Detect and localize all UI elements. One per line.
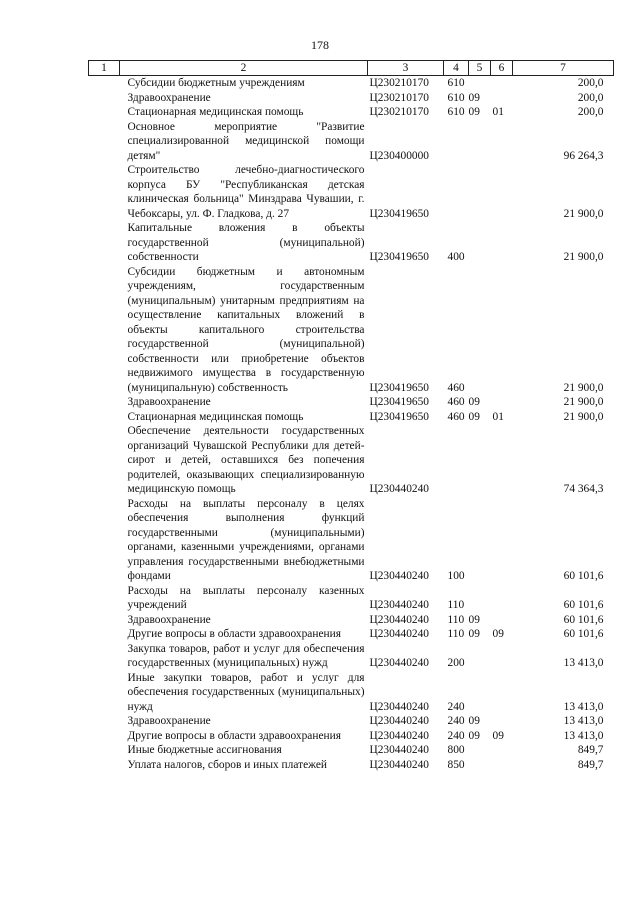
row-expense-type-cell: 240	[447, 729, 465, 742]
row-subsection-cell	[491, 642, 513, 671]
row-code-cell: Ц230419650	[369, 207, 429, 220]
row-name-cell: Стационарная медицинская помощь	[127, 410, 304, 423]
row-section-cell	[469, 497, 491, 584]
row-index-cell	[89, 76, 120, 91]
table-row	[89, 424, 614, 497]
row-name-cell: Здравоохранение	[127, 91, 211, 104]
row-name-cell: Стационарная медицинская помощь	[127, 106, 304, 118]
row-section-cell	[469, 584, 491, 613]
row-code-cell: Ц230400000	[369, 149, 429, 162]
row-index-cell	[89, 714, 120, 729]
row-index-cell	[89, 642, 120, 671]
row-name-cell: Уплата налогов, сборов и иных платежей	[127, 758, 327, 771]
row-index-cell	[89, 163, 120, 221]
row-index-cell	[89, 743, 120, 758]
row-expense-type-cell	[444, 163, 469, 221]
row-index-cell	[89, 265, 120, 396]
row-index-cell	[89, 424, 120, 497]
row-subsection-cell	[491, 584, 513, 613]
table-row	[89, 91, 614, 106]
table-row	[89, 613, 614, 628]
row-name-cell: Иные закупки товаров, работ и услуг для обеспечения государственных (муниципальных) нужд	[127, 671, 365, 713]
row-code-cell: Ц230440240	[369, 744, 429, 756]
row-expense-type-cell: 100	[447, 570, 465, 582]
row-subsection-cell	[491, 76, 513, 91]
row-amount-cell: 21 900,0	[563, 381, 604, 394]
row-index-cell	[89, 105, 120, 120]
row-code-cell: Ц230440240	[369, 570, 429, 582]
row-expense-type-cell: 240	[447, 700, 465, 713]
column-header: 5	[469, 61, 491, 76]
row-index-cell	[89, 91, 120, 106]
row-code-cell: Ц230440240	[369, 758, 429, 771]
row-amount-cell: 60 101,6	[563, 599, 604, 611]
row-subsection-cell	[491, 120, 513, 164]
row-amount-cell: 13 413,0	[563, 657, 604, 669]
row-name-cell: Другие вопросы в области здравоохранения	[127, 729, 341, 742]
row-expense-type-cell: 800	[447, 744, 465, 756]
row-code-cell: Ц230440240	[369, 715, 429, 727]
row-subsection-cell: 09	[492, 729, 504, 742]
row-index-cell	[89, 627, 120, 642]
row-amount-cell: 21 900,0	[563, 410, 604, 423]
row-name-cell: Расходы на выплаты персоналу в целях обеспечения выполнения функций государственными (муниципальными) органами, казенными учреждениями, органами управления государственными внебюджетными фондами	[127, 497, 365, 582]
row-index-cell	[89, 729, 120, 744]
row-section-cell	[469, 120, 491, 164]
row-subsection-cell	[491, 265, 513, 396]
table-row	[89, 105, 614, 120]
column-header: 3	[368, 61, 444, 76]
table-row	[89, 627, 614, 642]
budget-table	[88, 60, 614, 772]
row-section-cell: 09	[468, 91, 480, 104]
row-subsection-cell	[491, 424, 513, 497]
row-name-cell: Капитальные вложения в объекты государственной (муниципальной) собственности	[127, 222, 365, 263]
table-row	[89, 743, 614, 758]
row-subsection-cell: 01	[492, 106, 504, 118]
row-expense-type-cell: 110	[447, 599, 465, 611]
row-expense-type-cell: 850	[447, 758, 465, 771]
row-expense-type-cell: 610	[447, 106, 465, 118]
row-expense-type-cell: 400	[447, 251, 465, 263]
table-row	[89, 410, 614, 425]
row-code-cell: Ц230210170	[369, 91, 429, 104]
row-amount-cell: 74 364,3	[563, 483, 604, 495]
table-row	[89, 714, 614, 729]
row-code-cell: Ц230440240	[369, 700, 429, 713]
row-expense-type-cell: 110	[447, 628, 465, 640]
row-index-cell	[89, 410, 120, 425]
row-section-cell	[469, 758, 491, 773]
row-name-cell: Обеспечение деятельности государственных организаций Чувашской Республики для детей-сирот и детей, оставшихся без попечения родителей, оказывающих специализированную медицинскую помощь	[127, 425, 365, 495]
row-amount-cell: 200,0	[577, 91, 604, 104]
row-index-cell	[89, 758, 120, 773]
row-name-cell: Субсидии бюджетным и автономным учреждениям, государственным (муниципальным) унитарным предприятиям на осуществление капитальных вложений в объекты капитального строительства государственной (муниципальной) собственности или приобретение объектов недвижимого имущества в государственную (муниципальную) собственность	[127, 265, 365, 394]
table-row	[89, 76, 614, 91]
table-row	[89, 729, 614, 744]
row-index-cell	[89, 584, 120, 613]
row-expense-type-cell	[444, 120, 469, 164]
row-subsection-cell	[491, 497, 513, 584]
row-name-cell: Субсидии бюджетным учреждениям	[127, 77, 305, 89]
table-header-row	[89, 61, 614, 76]
row-amount-cell: 13 413,0	[563, 700, 604, 713]
row-expense-type-cell: 460	[447, 381, 465, 394]
row-section-cell: 09	[468, 613, 480, 626]
row-index-cell	[89, 221, 120, 265]
row-code-cell: Ц230419650	[369, 410, 429, 423]
row-subsection-cell	[491, 671, 513, 715]
row-section-cell: 09	[468, 410, 480, 423]
row-section-cell	[469, 163, 491, 221]
row-name-cell: Здравоохранение	[127, 613, 211, 626]
row-subsection-cell	[491, 221, 513, 265]
row-code-cell: Ц230440240	[369, 729, 429, 742]
row-expense-type-cell: 460	[447, 396, 465, 408]
row-section-cell: 09	[468, 106, 480, 118]
row-code-cell: Ц230440240	[369, 613, 429, 626]
table-row	[89, 265, 614, 396]
row-amount-cell: 200,0	[577, 106, 604, 118]
row-name-cell: Основное мероприятие "Развитие специализированной медицинской помощи детям"	[127, 120, 365, 162]
row-subsection-cell	[491, 758, 513, 773]
table-row	[89, 120, 614, 164]
row-code-cell: Ц230440240	[369, 628, 429, 640]
row-subsection-cell	[491, 714, 513, 729]
row-amount-cell: 13 413,0	[563, 715, 604, 727]
row-index-cell	[89, 497, 120, 584]
row-section-cell	[469, 265, 491, 396]
row-section-cell	[469, 76, 491, 91]
row-amount-cell: 60 101,6	[563, 628, 604, 640]
row-code-cell: Ц230210170	[369, 77, 429, 89]
table-row	[89, 395, 614, 410]
row-name-cell: Здравоохранение	[127, 396, 211, 408]
row-expense-type-cell: 610	[447, 77, 465, 89]
table-row	[89, 221, 614, 265]
row-amount-cell: 200,0	[577, 77, 604, 89]
row-subsection-cell: 09	[492, 628, 504, 640]
row-amount-cell: 849,7	[577, 744, 604, 756]
row-section-cell	[469, 642, 491, 671]
row-subsection-cell	[491, 163, 513, 221]
row-code-cell: Ц230419650	[369, 251, 429, 263]
table-row	[89, 584, 614, 613]
row-name-cell: Здравоохранение	[127, 715, 211, 727]
row-index-cell	[89, 120, 120, 164]
row-subsection-cell	[491, 395, 513, 410]
row-expense-type-cell	[444, 424, 469, 497]
row-section-cell: 09	[468, 396, 480, 408]
table-row	[89, 758, 614, 773]
row-section-cell	[469, 743, 491, 758]
column-header: 4	[444, 61, 469, 76]
row-index-cell	[89, 613, 120, 628]
row-name-cell: Иные бюджетные ассигнования	[127, 744, 282, 756]
row-code-cell: Ц230440240	[369, 657, 429, 669]
column-header: 7	[513, 61, 614, 76]
row-index-cell	[89, 671, 120, 715]
row-amount-cell: 13 413,0	[563, 729, 604, 742]
row-amount-cell: 96 264,3	[563, 149, 604, 162]
row-expense-type-cell: 240	[447, 715, 465, 727]
row-section-cell	[469, 671, 491, 715]
row-name-cell: Другие вопросы в области здравоохранения	[127, 628, 341, 640]
row-section-cell	[469, 221, 491, 265]
row-section-cell: 09	[468, 729, 480, 742]
row-section-cell: 09	[468, 628, 480, 640]
row-amount-cell: 21 900,0	[563, 207, 604, 220]
row-name-cell: Строительство лечебно-диагностического корпуса БУ "Республиканская детская клиническая больница" Минздрава Чувашии, г. Чебоксары, ул. Ф. Гладкова, д. 27	[127, 164, 365, 220]
row-section-cell	[469, 424, 491, 497]
row-expense-type-cell: 460	[447, 410, 465, 423]
row-amount-cell: 21 900,0	[563, 396, 604, 408]
row-code-cell: Ц230440240	[369, 599, 429, 611]
column-header: 6	[491, 61, 513, 76]
row-expense-type-cell: 610	[447, 91, 465, 104]
row-code-cell: Ц230419650	[369, 396, 429, 408]
row-subsection-cell	[491, 743, 513, 758]
row-subsection-cell	[491, 613, 513, 628]
row-code-cell: Ц230210170	[369, 106, 429, 118]
page-number: 178	[311, 38, 329, 52]
row-name-cell: Расходы на выплаты персоналу казенных учреждений	[127, 584, 365, 611]
row-expense-type-cell: 110	[447, 613, 465, 626]
row-section-cell: 09	[468, 715, 480, 727]
table-row	[89, 642, 614, 671]
row-amount-cell: 60 101,6	[563, 613, 604, 626]
row-subsection-cell	[491, 91, 513, 106]
table-row	[89, 497, 614, 584]
table-row	[89, 163, 614, 221]
table-row	[89, 671, 614, 715]
row-expense-type-cell: 200	[447, 657, 465, 669]
row-code-cell: Ц230419650	[369, 381, 429, 394]
row-amount-cell: 21 900,0	[563, 251, 604, 263]
row-subsection-cell: 01	[492, 410, 504, 423]
column-header: 2	[120, 61, 368, 76]
row-code-cell: Ц230440240	[369, 483, 429, 495]
row-name-cell: Закупка товаров, работ и услуг для обеспечения государственных (муниципальных) нужд	[127, 642, 365, 669]
row-amount-cell: 849,7	[577, 758, 604, 771]
row-index-cell	[89, 395, 120, 410]
row-amount-cell: 60 101,6	[563, 570, 604, 582]
column-header: 1	[89, 61, 120, 76]
